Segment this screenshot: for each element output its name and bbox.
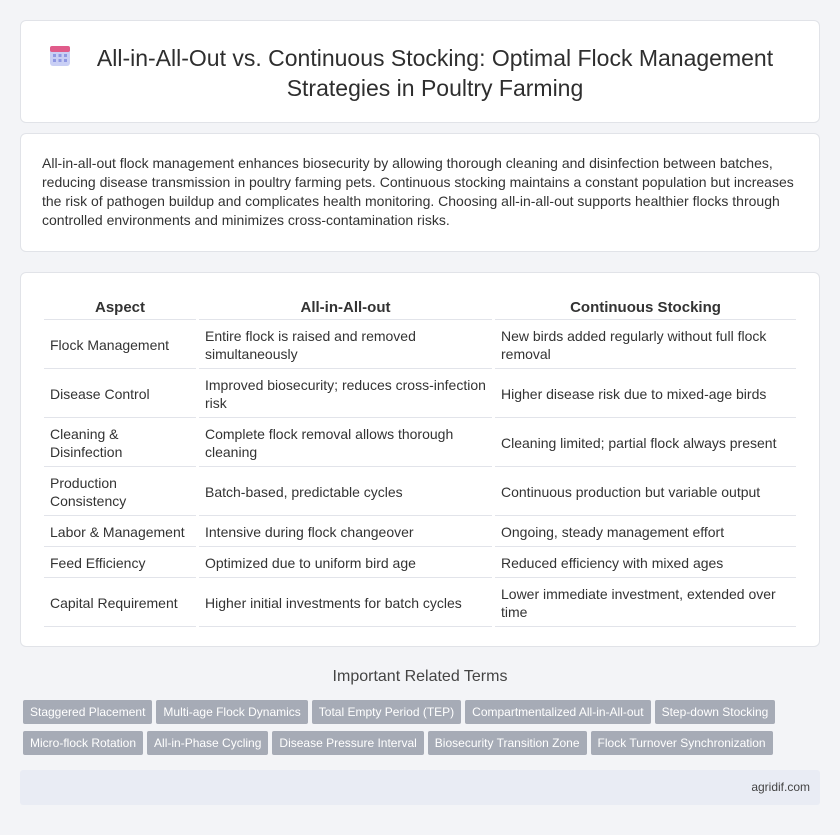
intro-card (20, 133, 820, 252)
table-header-row (44, 297, 796, 320)
table-cell: Labor & Management (44, 518, 196, 547)
table-cell: Flock Management (44, 322, 196, 369)
header-card (20, 20, 820, 123)
comparison-table (41, 295, 799, 629)
table-cell: Production Consistency (44, 469, 196, 516)
related-terms-list (23, 700, 813, 762)
table-cell: Cleaning & Disinfection (44, 420, 196, 467)
page-title: All-in-All-Out vs. Continuous Stocking: Optimal Flock Management Strategies in Poultry Farming (96, 45, 774, 101)
table-cell: Intensive during flock changeover (199, 518, 492, 547)
table-row (44, 420, 796, 467)
related-term-tag[interactable]: All-in-Phase Cycling (147, 731, 268, 755)
intro-paragraph: All-in-all-out flock management enhances biosecurity by allowing thorough cleaning and disinfection between batches, reducing disease transmission in poultry farming pets. Continuous stocking maintains a constant population but increases the risk of pathogen buildup and complicates health monitoring. Choosing all-in-all-out supports healthier flocks through controlled environments and minimizes cross-contamination risks. (42, 155, 794, 228)
related-terms-title: Important Related Terms (332, 668, 508, 685)
related-term-tag[interactable]: Compartmentalized All-in-All-out (465, 700, 650, 724)
table-row (44, 518, 796, 547)
related-term-tag[interactable]: Step-down Stocking (655, 700, 776, 724)
header-all-in-all-out: All-in-All-out (199, 297, 492, 320)
related-term-tag[interactable]: Staggered Placement (23, 700, 152, 724)
table-row (44, 322, 796, 369)
table-cell: Lower immediate investment, extended over time (495, 580, 796, 627)
related-term-tag[interactable]: Flock Turnover Synchronization (591, 731, 773, 755)
table-row (44, 469, 796, 516)
related-term-tag[interactable]: Multi-age Flock Dynamics (156, 700, 307, 724)
table-cell: Complete flock removal allows thorough cleaning (199, 420, 492, 467)
table-cell: Cleaning limited; partial flock always present (495, 420, 796, 467)
comparison-card (20, 272, 820, 647)
table-cell: Higher disease risk due to mixed-age birds (495, 371, 796, 418)
header-continuous-stocking: Continuous Stocking (495, 297, 796, 320)
table-cell: Entire flock is raised and removed simultaneously (199, 322, 492, 369)
related-term-tag[interactable]: Micro-flock Rotation (23, 731, 143, 755)
table-cell: New birds added regularly without full flock removal (495, 322, 796, 369)
header-aspect: Aspect (44, 297, 196, 320)
related-term-tag[interactable]: Disease Pressure Interval (272, 731, 423, 755)
table-cell: Reduced efficiency with mixed ages (495, 549, 796, 578)
related-term-tag[interactable]: Biosecurity Transition Zone (428, 731, 587, 755)
table-cell: Improved biosecurity; reduces cross-infection risk (199, 371, 492, 418)
table-cell: Feed Efficiency (44, 549, 196, 578)
table-cell: Batch-based, predictable cycles (199, 469, 492, 516)
table-row (44, 580, 796, 627)
table-cell: Optimized due to uniform bird age (199, 549, 492, 578)
table-cell: Ongoing, steady management effort (495, 518, 796, 547)
table-row (44, 549, 796, 578)
table-cell: Continuous production but variable output (495, 469, 796, 516)
footer (20, 770, 820, 805)
footer-site-link[interactable]: agridif.com (751, 780, 810, 794)
table-cell: Higher initial investments for batch cycles (199, 580, 492, 627)
table-row (44, 371, 796, 418)
table-cell: Capital Requirement (44, 580, 196, 627)
related-term-tag[interactable]: Total Empty Period (TEP) (312, 700, 461, 724)
table-cell: Disease Control (44, 371, 196, 418)
